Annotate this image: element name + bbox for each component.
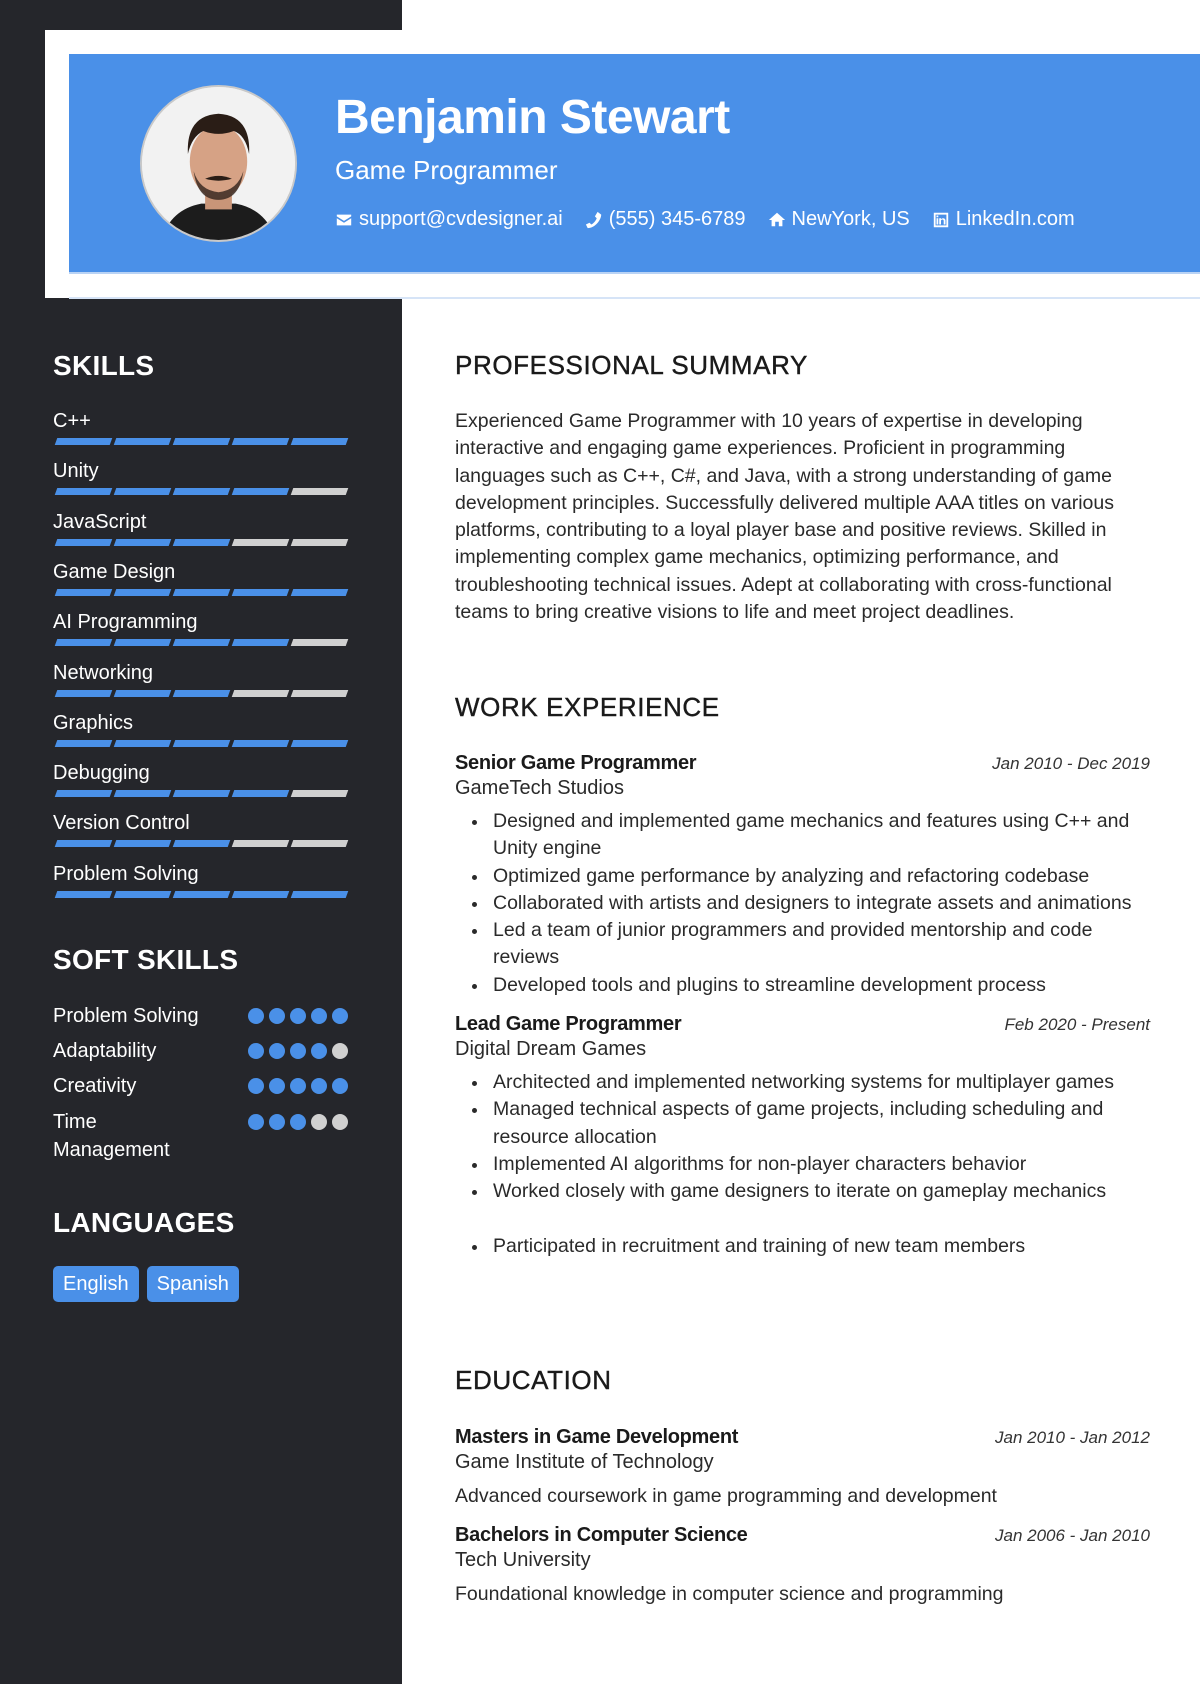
avatar bbox=[140, 85, 297, 242]
level-segment-filled bbox=[232, 438, 290, 445]
contact-row bbox=[335, 208, 1075, 231]
skill-item bbox=[53, 710, 353, 747]
soft-skill-name: Adaptability bbox=[53, 1040, 157, 1062]
level-segment-filled bbox=[173, 488, 231, 495]
job-title: Senior Game Programmer bbox=[455, 752, 697, 774]
contact-linkedin[interactable] bbox=[932, 208, 1075, 231]
skill-level-bar bbox=[53, 639, 353, 646]
level-segment-filled bbox=[232, 891, 290, 898]
contact-phone-text: (555) 345-6789 bbox=[608, 208, 746, 230]
level-segment-filled bbox=[55, 740, 113, 747]
soft-skill-name: Creativity bbox=[53, 1075, 137, 1097]
rating-dot-filled bbox=[269, 1008, 285, 1024]
soft-skill-rating bbox=[248, 1008, 348, 1024]
level-segment-filled bbox=[173, 639, 231, 646]
education-dates: Jan 2010 - Jan 2012 bbox=[994, 1428, 1150, 1447]
level-segment-filled bbox=[55, 539, 113, 546]
education-dates: Jan 2006 - Jan 2010 bbox=[994, 1526, 1150, 1545]
level-segment-filled bbox=[55, 690, 113, 697]
level-segment-filled bbox=[114, 639, 172, 646]
skill-name: JavaScript bbox=[53, 510, 147, 533]
header-divider bbox=[69, 297, 1200, 299]
level-segment-filled bbox=[114, 690, 172, 697]
job-dates: Jan 2010 - Dec 2019 bbox=[992, 754, 1150, 773]
skill-item bbox=[53, 861, 353, 898]
skill-name: Problem Solving bbox=[53, 862, 199, 885]
candidate-title: Game Programmer bbox=[335, 155, 558, 185]
language-badge: English bbox=[53, 1266, 139, 1302]
level-segment-filled bbox=[55, 639, 113, 646]
level-segment-empty bbox=[232, 690, 290, 697]
rating-dot-empty bbox=[311, 1114, 327, 1130]
contact-email[interactable] bbox=[335, 208, 563, 231]
skill-level-bar bbox=[53, 891, 353, 898]
soft-skill-item bbox=[53, 1002, 353, 1030]
skill-level-bar bbox=[53, 740, 353, 747]
soft-skill-name: Time Management bbox=[53, 1111, 170, 1161]
rating-dot-filled bbox=[248, 1114, 264, 1130]
rating-dot-filled bbox=[248, 1008, 264, 1024]
soft-skill-item bbox=[53, 1037, 353, 1065]
level-segment-filled bbox=[291, 438, 349, 445]
job-dates: Feb 2020 - Present bbox=[1004, 1015, 1150, 1035]
skills-heading: SKILLS bbox=[53, 350, 155, 381]
rating-dot-filled bbox=[290, 1078, 306, 1094]
level-segment-filled bbox=[55, 589, 113, 596]
level-segment-empty bbox=[291, 539, 349, 546]
job-title: Lead Game Programmer bbox=[455, 1013, 682, 1036]
job-bullet: Managed technical aspects of game projects, including scheduling and resource allocation bbox=[455, 1096, 1150, 1151]
rating-dot-filled bbox=[311, 1078, 327, 1094]
summary-section bbox=[455, 350, 1150, 626]
contact-location bbox=[768, 208, 910, 231]
contact-email-text: support@cvdesigner.ai bbox=[359, 208, 563, 230]
phone-icon bbox=[585, 211, 603, 229]
job-entry bbox=[455, 752, 1150, 999]
job-bullet: Optimized game performance by analyzing and refactoring codebase bbox=[455, 863, 1150, 890]
education-entry bbox=[455, 1524, 1150, 1608]
skill-name: Unity bbox=[53, 460, 99, 483]
level-segment-empty bbox=[291, 639, 349, 646]
level-segment-filled bbox=[232, 589, 290, 596]
rating-dot-filled bbox=[269, 1078, 285, 1094]
rating-dot-filled bbox=[269, 1043, 285, 1059]
skill-level-bar bbox=[53, 438, 353, 445]
level-segment-empty bbox=[232, 539, 290, 546]
level-segment-filled bbox=[291, 891, 349, 898]
skill-name: Game Design bbox=[53, 560, 176, 583]
level-segment-filled bbox=[232, 488, 290, 495]
level-segment-filled bbox=[114, 488, 172, 495]
contact-location-text: NewYork, US bbox=[791, 208, 910, 230]
level-segment-filled bbox=[291, 589, 349, 596]
level-segment-empty bbox=[291, 840, 349, 847]
education-description: Foundational knowledge in computer science and programming bbox=[455, 1583, 1004, 1605]
level-segment-filled bbox=[55, 891, 113, 898]
level-segment-filled bbox=[114, 740, 172, 747]
level-segment-filled bbox=[114, 589, 172, 596]
job-bullets bbox=[455, 1069, 1150, 1260]
skill-item bbox=[53, 810, 353, 847]
level-segment-filled bbox=[114, 438, 172, 445]
level-segment-filled bbox=[173, 740, 231, 747]
school-name: Tech University bbox=[455, 1549, 591, 1571]
job-bullet: Developed tools and plugins to streamline development process bbox=[455, 972, 1150, 999]
skill-name: Version Control bbox=[53, 812, 190, 835]
rating-dot-empty bbox=[332, 1114, 348, 1130]
level-segment-filled bbox=[114, 790, 172, 797]
skill-level-bar bbox=[53, 539, 353, 546]
level-segment-filled bbox=[232, 639, 290, 646]
level-segment-filled bbox=[232, 790, 290, 797]
level-segment-filled bbox=[173, 840, 231, 847]
job-company: GameTech Studios bbox=[455, 777, 624, 799]
envelope-icon bbox=[335, 211, 353, 229]
soft-skill-rating bbox=[248, 1078, 348, 1094]
skill-item bbox=[53, 509, 353, 546]
level-segment-filled bbox=[173, 690, 231, 697]
rating-dot-filled bbox=[290, 1114, 306, 1130]
level-segment-empty bbox=[232, 840, 290, 847]
level-segment-filled bbox=[173, 790, 231, 797]
job-bullet: Implemented AI algorithms for non-player characters behavior bbox=[455, 1151, 1150, 1178]
skill-item bbox=[53, 458, 353, 495]
level-segment-empty bbox=[291, 790, 349, 797]
languages-heading: LANGUAGES bbox=[53, 1207, 235, 1238]
rating-dot-filled bbox=[311, 1008, 327, 1024]
candidate-name: Benjamin Stewart bbox=[335, 91, 730, 144]
soft-skill-rating bbox=[248, 1043, 348, 1059]
degree-title: Masters in Game Development bbox=[455, 1426, 739, 1448]
level-segment-empty bbox=[291, 690, 349, 697]
rating-dot-filled bbox=[248, 1078, 264, 1094]
job-bullet: Participated in recruitment and training of new team members bbox=[455, 1233, 1150, 1260]
rating-dot-filled bbox=[290, 1008, 306, 1024]
skill-level-bar bbox=[53, 589, 353, 596]
rating-dot-filled bbox=[269, 1114, 285, 1130]
skill-level-bar bbox=[53, 488, 353, 495]
level-segment-filled bbox=[291, 740, 349, 747]
skill-item bbox=[53, 660, 353, 697]
skill-name: AI Programming bbox=[53, 611, 198, 634]
level-segment-filled bbox=[114, 891, 172, 898]
job-company: Digital Dream Games bbox=[455, 1038, 647, 1061]
linkedin-icon bbox=[932, 211, 950, 229]
job-bullet: Worked closely with game designers to iterate on gameplay mechanics bbox=[455, 1178, 1150, 1205]
rating-dot-empty bbox=[332, 1043, 348, 1059]
level-segment-filled bbox=[55, 790, 113, 797]
job-bullet: Led a team of junior programmers and provided mentorship and code reviews bbox=[455, 917, 1150, 972]
work-section bbox=[455, 692, 1150, 1260]
level-segment-filled bbox=[114, 539, 172, 546]
level-segment-filled bbox=[173, 589, 231, 596]
soft-skills-heading: SOFT SKILLS bbox=[53, 944, 239, 975]
job-entry bbox=[455, 1013, 1150, 1260]
job-bullet: Architected and implemented networking systems for multiplayer games bbox=[455, 1069, 1150, 1096]
rating-dot-filled bbox=[290, 1043, 306, 1059]
skill-name: Debugging bbox=[53, 762, 150, 785]
languages-list bbox=[53, 1266, 239, 1302]
skill-level-bar bbox=[53, 690, 353, 697]
soft-skill-name: Problem Solving bbox=[53, 1005, 199, 1027]
skill-item bbox=[53, 559, 353, 596]
skill-level-bar bbox=[53, 840, 353, 847]
level-segment-filled bbox=[173, 539, 231, 546]
profile-photo-icon bbox=[142, 87, 295, 240]
summary-text: Experienced Game Programmer with 10 years of expertise in developing interactive and engaging game experiences. Proficient in programming languages such as C++, C#, and Java, with a strong understanding of game development principles. Successfully delivered multiple AAA titles on various platforms, contributing to a loyal player base and positive reviews. Skilled in implementing complex game mechanics, optimizing performance, and troubleshooting technical issues. Adept at collaborating with cross-functional teams to bring creative visions to life and meet project deadlines. bbox=[455, 410, 1115, 624]
job-bullet: Collaborated with artists and designers to integrate assets and animations bbox=[455, 890, 1150, 917]
level-segment-filled bbox=[114, 840, 172, 847]
rating-dot-filled bbox=[311, 1043, 327, 1059]
home-icon bbox=[768, 211, 786, 229]
rating-dot-filled bbox=[332, 1008, 348, 1024]
level-segment-empty bbox=[291, 488, 349, 495]
level-segment-filled bbox=[55, 438, 113, 445]
education-entry bbox=[455, 1426, 1150, 1510]
contact-linkedin-text: LinkedIn.com bbox=[955, 208, 1075, 230]
level-segment-filled bbox=[173, 438, 231, 445]
skill-name: Graphics bbox=[53, 711, 134, 734]
soft-skill-item bbox=[53, 1108, 353, 1164]
work-heading: WORK EXPERIENCE bbox=[455, 692, 720, 722]
skill-item bbox=[53, 408, 353, 445]
education-description: Advanced coursework in game programming and development bbox=[455, 1485, 997, 1507]
level-segment-filled bbox=[173, 891, 231, 898]
education-heading: EDUCATION bbox=[455, 1365, 612, 1395]
level-segment-filled bbox=[55, 840, 113, 847]
level-segment-filled bbox=[55, 488, 113, 495]
soft-skill-item bbox=[53, 1072, 353, 1100]
rating-dot-filled bbox=[248, 1043, 264, 1059]
skill-item bbox=[53, 760, 353, 797]
soft-skill-rating bbox=[248, 1114, 348, 1130]
language-badge: Spanish bbox=[147, 1266, 239, 1302]
skill-name: C++ bbox=[53, 410, 91, 432]
education-section bbox=[455, 1365, 1150, 1608]
skill-item bbox=[53, 609, 353, 646]
rating-dot-filled bbox=[332, 1078, 348, 1094]
skill-name: Networking bbox=[53, 661, 154, 684]
skill-level-bar bbox=[53, 790, 353, 797]
contact-phone[interactable] bbox=[585, 208, 746, 231]
summary-heading: PROFESSIONAL SUMMARY bbox=[455, 350, 808, 380]
degree-title: Bachelors in Computer Science bbox=[455, 1524, 748, 1546]
level-segment-filled bbox=[232, 740, 290, 747]
school-name: Game Institute of Technology bbox=[455, 1451, 714, 1473]
job-bullet: Designed and implemented game mechanics and features using C++ and Unity engine bbox=[455, 808, 1150, 863]
job-bullets bbox=[455, 808, 1150, 999]
